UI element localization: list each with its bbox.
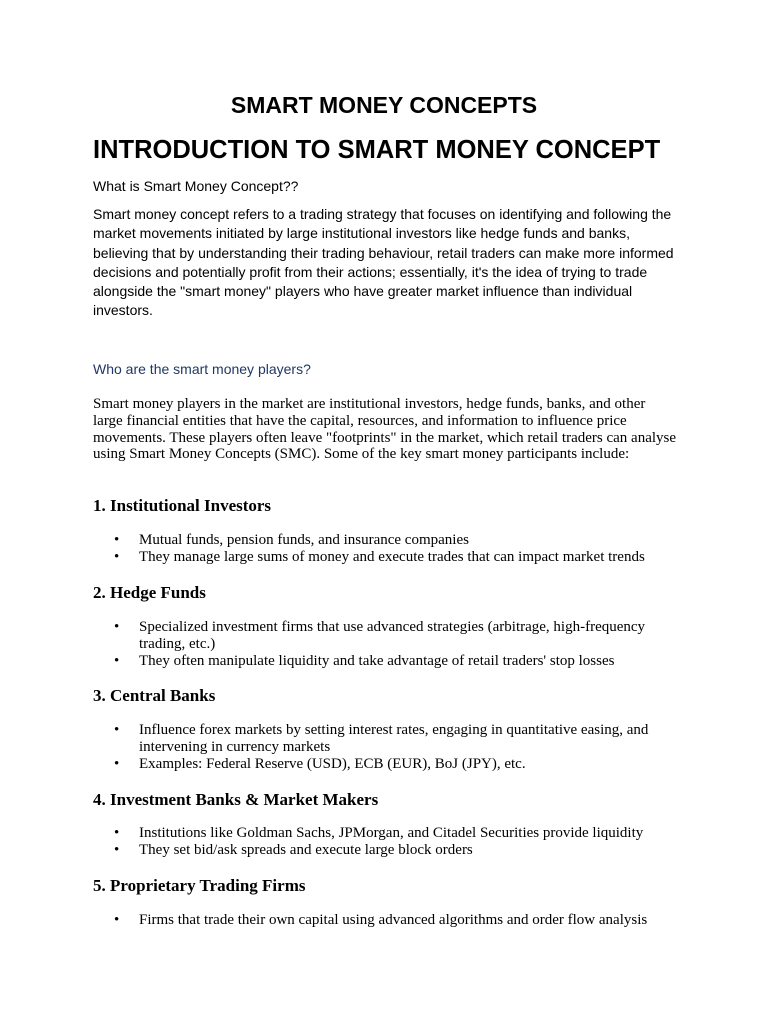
- list-item-text: Influence forex markets by setting interest rates, engaging in quantitative easing, and intervening in currency markets: [139, 722, 649, 755]
- list-item-text: Institutions like Goldman Sachs, JPMorgan, and Citadel Securities provide liquidity: [139, 825, 644, 841]
- intro-paragraph: Smart money concept refers to a trading strategy that focuses on identifying and following the market movements initiated by large institutional investors like hedge funds and banks, believing that by understanding their trading behaviour, retail traders can make more informed decisions and potentially profit from their actions; essentially, it's the idea of trying to trade alongside the "smart money" players who have greater market influence than individual investors.: [93, 206, 674, 319]
- intro-heading: INTRODUCTION TO SMART MONEY CONCEPT: [93, 136, 661, 164]
- bullet-icon: •: [114, 912, 120, 928]
- list-item-text: They often manipulate liquidity and take advantage of retail traders' stop losses: [139, 652, 615, 669]
- section-list-hedge-funds: [93, 619, 678, 669]
- section-heading-central-banks: 3. Central Banks: [93, 686, 216, 705]
- bullet-icon: •: [114, 722, 120, 738]
- players-subheading: Who are the smart money players?: [93, 361, 311, 377]
- section-heading-investment-banks: 4. Investment Banks & Market Makers: [93, 790, 379, 809]
- list-item: [93, 722, 678, 756]
- bullet-icon: •: [114, 825, 120, 841]
- list-item: [93, 653, 678, 670]
- section-list-proprietary-trading-firms: [93, 912, 678, 929]
- list-item: [93, 532, 678, 549]
- list-item: [93, 842, 678, 859]
- section-list-central-banks: [93, 722, 678, 772]
- bullet-icon: •: [114, 652, 120, 669]
- list-item: [93, 619, 678, 653]
- list-item: [93, 756, 678, 773]
- list-item: [93, 549, 678, 566]
- section-heading-proprietary-trading-firms: 5. Proprietary Trading Firms: [93, 876, 306, 895]
- list-item: [93, 825, 678, 842]
- list-item-text: They set bid/ask spreads and execute large block orders: [139, 841, 473, 858]
- section-list-institutional-investors: [93, 532, 678, 566]
- players-paragraph: Smart money players in the market are institutional investors, hedge funds, banks, and other large financial entities that have the capital, resources, and information to influence price movements. These players often leave "footprints" in the market, which retail traders can analyse using Smart Money Concepts (SMC). Some of the key smart money participants include:: [93, 396, 677, 463]
- list-item: [93, 912, 678, 929]
- section-heading-hedge-funds: 2. Hedge Funds: [93, 583, 206, 602]
- section-list-investment-banks: [93, 825, 678, 859]
- bullet-icon: •: [114, 548, 120, 565]
- bullet-icon: •: [114, 755, 120, 772]
- section-heading-institutional-investors: 1. Institutional Investors: [93, 496, 272, 515]
- list-item-text: Firms that trade their own capital using advanced algorithms and order flow analysis: [139, 912, 648, 928]
- question-text: What is Smart Money Concept??: [93, 178, 299, 194]
- bullet-icon: •: [114, 532, 120, 548]
- list-item-text: Examples: Federal Reserve (USD), ECB (EUR), BoJ (JPY), etc.: [139, 755, 526, 772]
- list-item-text: They manage large sums of money and execute trades that can impact market trends: [139, 548, 645, 565]
- bullet-icon: •: [114, 841, 120, 858]
- list-item-text: Mutual funds, pension funds, and insurance companies: [139, 532, 469, 548]
- list-item-text: Specialized investment firms that use advanced strategies (arbitrage, high-frequency trading, etc.): [139, 619, 646, 652]
- document-title: SMART MONEY CONCEPTS: [230, 92, 538, 118]
- bullet-icon: •: [114, 619, 120, 635]
